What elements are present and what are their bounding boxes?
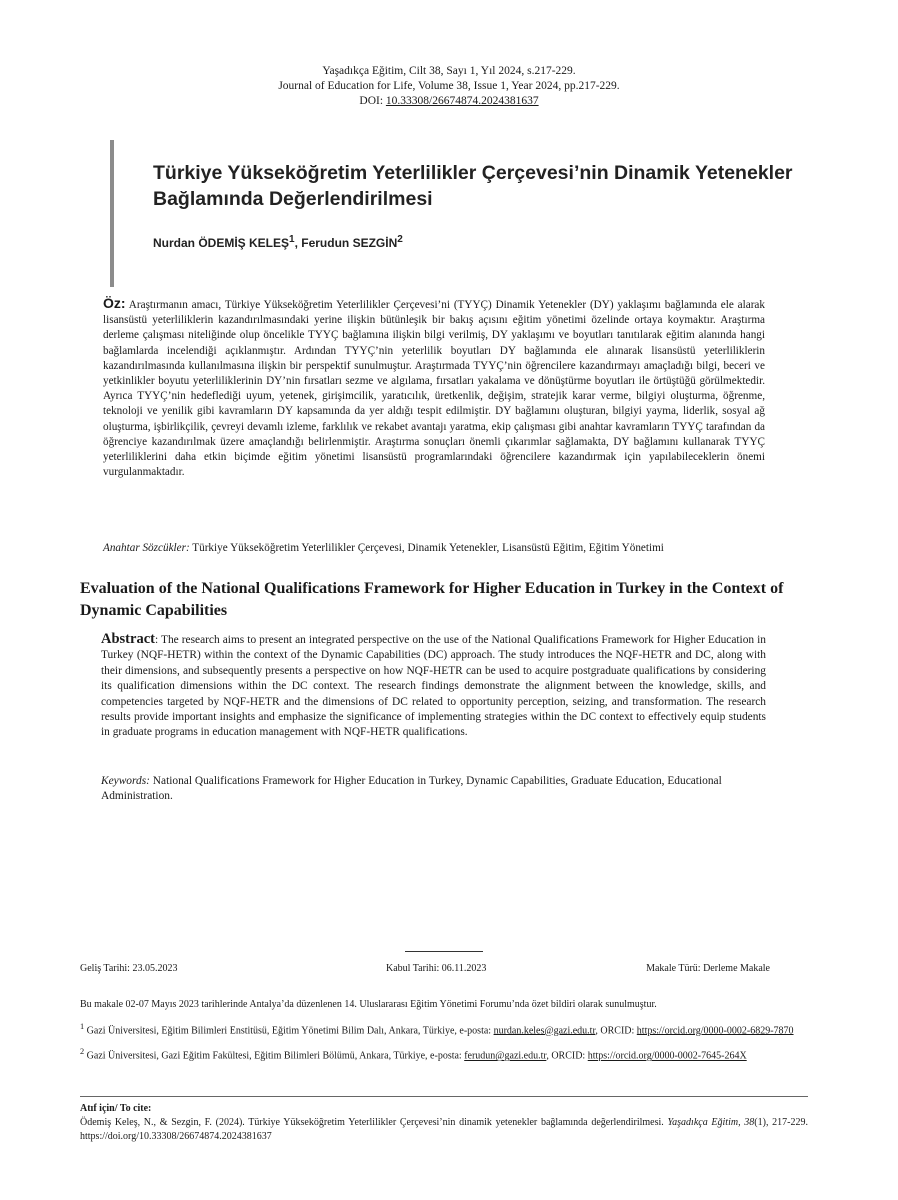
abstract-en (101, 632, 766, 741)
journal-citation-en: Journal of Education for Life, Volume 38, Issue 1, Year 2024, pp.217-229. (278, 80, 620, 92)
keywords-en-text: National Qualifications Framework for Higher Education in Turkey, Dynamic Capabilities, Graduate Education, Educational Administration. (101, 775, 722, 803)
citation-text (80, 1117, 808, 1142)
email-link[interactable]: ferudun@gazi.edu.tr (464, 1050, 547, 1062)
footnotes (80, 997, 808, 1070)
keywords-tr-label: Anahtar Sözcükler: (103, 542, 190, 554)
keywords-en-label: Keywords: (101, 775, 150, 787)
keywords-tr (103, 541, 783, 556)
received-date: Geliş Tarihi: 23.05.2023 (80, 963, 178, 974)
article-title-en: Evaluation of the National Qualifications Framework for Higher Education in Turkey in the Context of Dynamic Capabilities (80, 580, 784, 619)
article-title-tr: Türkiye Yükseköğretim Yeterlilikler Çerçevesi’nin Dinamik Yetenekler Bağlamında Değerlendirilmesi (153, 162, 793, 210)
footnote-mark: 1 (80, 1021, 85, 1031)
title-accent-bar (110, 140, 114, 287)
journal-header (0, 64, 898, 109)
citation-journal: Yaşadıkça Eğitim, 38 (667, 1117, 755, 1128)
footnote-separator (405, 951, 483, 952)
footnote-2 (80, 1044, 808, 1065)
article-type: Makale Türü: Derleme Makale (646, 963, 770, 974)
abstract-en-label: Abstract (101, 631, 155, 647)
abstract-tr (103, 296, 765, 480)
footnote-1 (80, 1019, 808, 1040)
author-affiliation-mark: 1 (289, 234, 295, 245)
author-line (153, 234, 853, 250)
author-name: Nurdan ÖDEMİŞ KELEŞ (153, 236, 290, 250)
email-link[interactable]: nurdan.keles@gazi.edu.tr (493, 1024, 596, 1036)
doi-link[interactable]: 10.33308/26674874.2024381637 (385, 95, 539, 107)
abstract-tr-label: Öz: (103, 295, 126, 311)
presentation-note: Bu makale 02-07 Mayıs 2023 tarihlerinde Antalya’da düzenlenen 14. Uluslararası Eğitim Yönetimi Forumu’nda özet bildiri olarak sunulmuştur. (80, 999, 657, 1010)
abstract-en-colon: : (154, 634, 161, 646)
author-name: Ferudun SEZGİN (301, 236, 398, 250)
abstract-en-text: The research aims to present an integrated perspective on the use of the National Qualifications Framework for Higher Education in Turkey (NQF-HETR) within the context of the Dynamic Capabilities (DC) approach. The study introduces the NQF-HETR and DC, along with their dimensions, and subsequently presents a perspective on how NQF-HETR can be used to acquire postgraduate qualifications by considering its qualification dimensions within the DC context. The research findings demonstrate the alignment between the knowledge, skills, and competencies targeted by NQF-HETR and the dimensions of DC related to opportunity perception, seizing, and transformation. The research results provide important insights and emphasize the significance of implementing strategies within the DC context to effectively equip students in graduate programs in education management with NQF-HETR qualifications. (101, 634, 767, 739)
doi-line (0, 94, 898, 109)
orcid-label: , ORCID: (546, 1050, 588, 1062)
journal-citation-tr: Yaşadıkça Eğitim, Cilt 38, Sayı 1, Yıl 2024, s.217-229. (322, 65, 576, 77)
citation-text-end: (1), 217-229. https://doi.org/10.33308/26674874.2024381637 (80, 1117, 808, 1142)
author-separator: , (294, 236, 302, 250)
accepted-date: Kabul Tarihi: 06.11.2023 (386, 963, 487, 974)
citation-separator (80, 1096, 808, 1097)
orcid-link[interactable]: https://orcid.org/0000-0002-6829-7870 (636, 1024, 794, 1036)
keywords-tr-text: Türkiye Yükseköğretim Yeterlilikler Çerçevesi, Dinamik Yetenekler, Lisansüstü Eğitim, Eğitim Yönetimi (189, 542, 664, 554)
abstract-tr-text: Araştırmanın amacı, Türkiye Yükseköğretim Yeterlilikler Çerçevesi’ni (TYYÇ) Dinamik Yetenekler (DY) yaklaşımı bağlamında ele alarak lisansüstü yeterliliklerin kazandırılmasındaki yerine ilişkin bütünleşik bir bakış açısını eğitim yönetimi özelinde ortaya koymaktır. Araştırma derleme çalışması niteliğinde olup öncelikle TYYÇ bağlamına ilişkin bilgi verilmiş, DY yaklaşımı ve boyutları tanıtılarak eğitim alanında hangi bağlamlarda incelendiği açıklanmıştır. Ardından TYYÇ’nin yeterlilik boyutları DY bağlamında ele alınarak lisansüstü yeterliliklerin kazandırılmasında kullanılmasına ilişkin bir perspektif sunulmuştur. Araştırmada TYYÇ’nin öğrencilere kazandırmayı amaçladığı bilgi, beceri ve yetkinlikler boyutu yeterliliklerinin DY’nin fırsatları sezme ve algılama, fırsatları yakalama ve dönüştürme boyutları ile örtüştüğü görülmektedir. Ayrıca TYYÇ’nin hedeflediği uyum, yetenek, girişimcilik, yaratıcılık, üretkenlik, değişim, stratejik karar verme, bilgiyi oluşturma, öğrenme, teknoloji ve yenilik gibi kavramların DY kapsamında da yer aldığı tespit edilmiştir. DY bağlamını oluşturan, bilgiyi yayma, liderlik, sosyal ağ oluşturma, işbirlikçilik, çevreyi devamlı izleme, farklılık ve rekabet avantajı yaratma, ekip çalışması gibi anahtar kavramların TYYÇ tarafından da öğrenciye kazandırılmak üzere amaçlandığı belirlenmiştir. Araştırma sonuçları önemli çıkarımlar sağlamakta, DY bağlamını kullanarak TYYÇ yeterliliklerini daha etkin biçimde eğitim yönetimi lisansüstü programlarındaki öğrencilere kazandırmak için yapılabileceklerin önemi vurgulanmaktadır. (103, 299, 765, 479)
keywords-en (101, 774, 766, 805)
doi-label: DOI: (359, 95, 386, 107)
citation-label: Atıf için/ To cite: (80, 1103, 152, 1114)
footnote-mark: 2 (80, 1047, 85, 1057)
author-affiliation-mark: 2 (397, 234, 403, 245)
orcid-label: , ORCID: (595, 1024, 637, 1036)
citation-text-main: Ödemiş Keleş, N., & Sezgin, F. (2024). Türkiye Yükseköğretim Yeterlilikler Çerçevesi’nin dinamik yetenekler bağlamında değerlendirilmesi. (80, 1117, 668, 1128)
orcid-link[interactable]: https://orcid.org/0000-0002-7645-264X (587, 1050, 747, 1062)
footnote-text: Gazi Üniversitesi, Gazi Eğitim Fakültesi, Eğitim Bilimleri Bölümü, Ankara, Türkiye, e-posta: (84, 1050, 465, 1062)
footnote-text: Gazi Üniversitesi, Eğitim Bilimleri Enstitüsü, Eğitim Yönetimi Bilim Dalı, Ankara, Türkiye, e-posta: (84, 1024, 494, 1036)
citation-block (80, 1102, 808, 1144)
title-block (110, 140, 853, 250)
